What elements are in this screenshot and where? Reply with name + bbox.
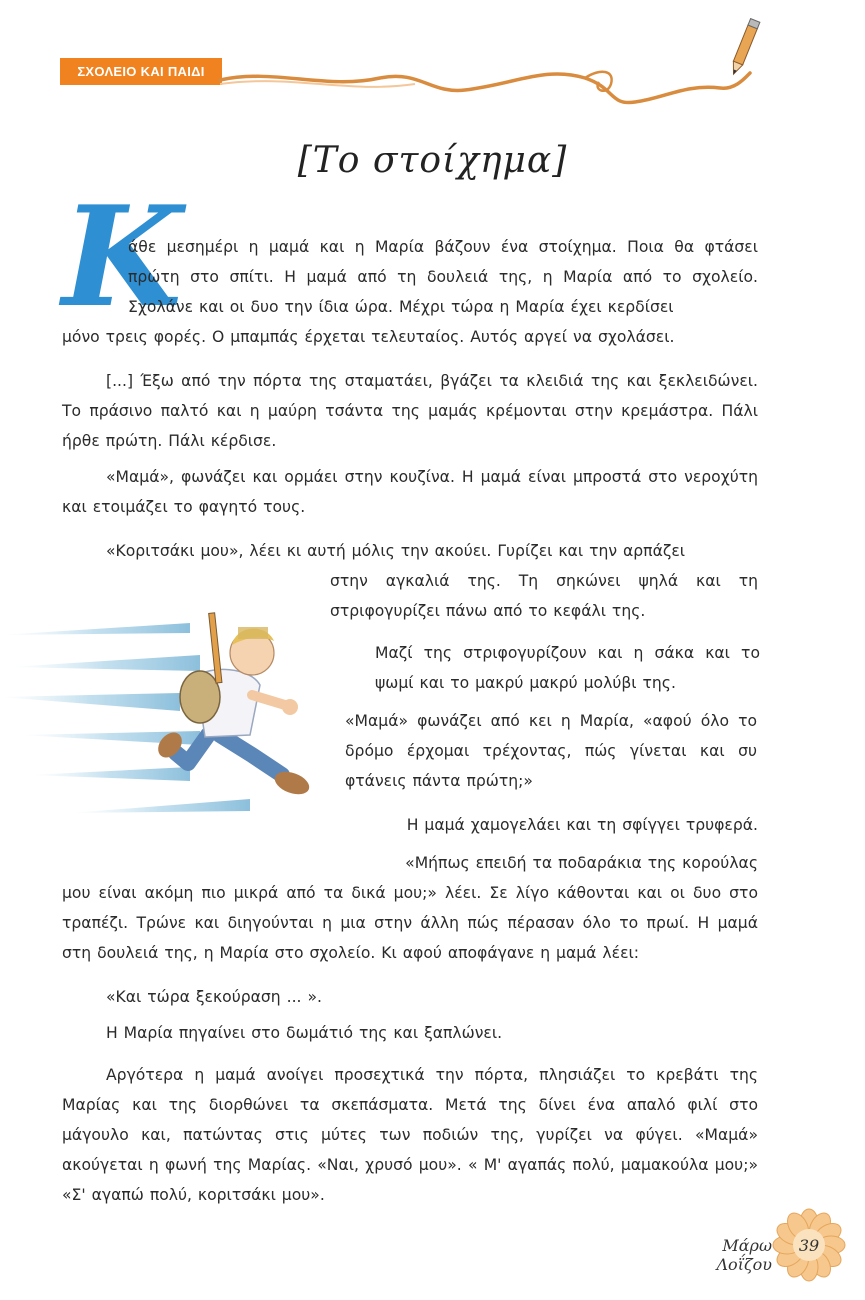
- paragraph-10: Η Μαρία πηγαίνει στο δωμάτιό της και ξαπλώνει.: [106, 1024, 503, 1042]
- paragraph-4-end: στην αγκαλιά της. Τη σηκώνει ψηλά και τη στριφογυρίζει πάνω από το κεφάλι της.: [330, 572, 758, 620]
- paragraph-3: «Μαμά», φωνάζει και ορμάει στην κουζίνα. Η μαμά είναι μπροστά στο νεροχύτη και ετοιμάζει το φαγητό τους.: [62, 468, 758, 516]
- page-number: 39: [798, 1235, 820, 1255]
- section-tag: ΣΧΟΛΕΙΟ ΚΑΙ ΠΑΙΔΙ: [60, 58, 222, 85]
- pencil-swirl-decoration: [215, 18, 780, 120]
- paragraph-6: «Μαμά» φωνάζει από κει η Μαρία, «αφού όλο το δρόμο έρχομαι τρέχοντας, πώς γίνεται και συ φτάνεις πάντα πρώτη;»: [345, 712, 757, 790]
- paragraph-1-start: άθε μεσημέρι η μαμά και η Μαρία βάζουν ένα στοίχημα. Ποια θα φτάσει πρώτη στο σπίτι. Η μαμά από τη δουλειά της, η Μαρία από το σχολείο. Σχολάνε και οι δυο την ίδια ώρα. Μέχρι τώρα η Μαρία έχει κερδίσει: [128, 238, 758, 316]
- paragraph-11: Αργότερα η μαμά ανοίγει προσεχτικά την πόρτα, πλησιάζει το κρεβάτι της Μαρίας και της διορθώνει τα σκεπάσματα. Μετά της δίνει ένα απαλό φιλί στο μάγουλο και, πατώντας στις μύτες των ποδιών της, γυρίζει να φύγει. «Μαμά» ακούγεται η φωνή της Μαρίας. «Ναι, χρυσό μου». « Μ' αγαπάς πολύ, μαμακούλα μου;» «Σ' αγαπώ πολύ, κοριτσάκι μου».: [62, 1066, 758, 1204]
- paragraph-2: [...] Έξω από την πόρτα της σταματάει, βγάζει τα κλειδιά της και ξεκλειδώνει. Το πράσινο παλτό και η μαύρη τσάντα της μαμάς κρέμονται στην κρεμάστρα. Πάλι ήρθε πρώτη. Πάλι κέρδισε.: [62, 372, 758, 450]
- paragraph-7: Η μαμά χαμογελάει και τη σφίγγει τρυφερά.: [406, 816, 758, 834]
- paragraph-8-end: μου είναι ακόμη πιο μικρά από τα δικά μου;» λέει. Σε λίγο κάθονται και οι δυο στο τραπέζι. Τρώνε και διηγούνται η μια στην άλλη πώς πέρασαν όλο το πρωί. Η μαμά στη δουλειά της, η Μαρία στο σχολείο. Κι αφού αποφάγανε η μαμά λέει:: [62, 884, 758, 962]
- pencil-icon: [729, 19, 760, 77]
- story-title: [Το στοίχημα]: [297, 140, 568, 181]
- running-girl-illustration: [0, 585, 328, 847]
- paragraph-5: Μαζί της στριφογυρίζουν και η σάκα και το ψωμί και το μακρύ μακρύ μολύβι της.: [375, 644, 760, 692]
- paragraph-8-start: «Μήπως επειδή τα ποδαράκια της κορούλας: [405, 854, 758, 872]
- paragraph-9: «Και τώρα ξεκούραση ... ».: [106, 988, 322, 1006]
- paragraph-4-start: «Κοριτσάκι μου», λέει κι αυτή μόλις την ακούει. Γυρίζει και την αρπάζει: [106, 542, 686, 560]
- drop-cap: Κ: [62, 175, 182, 338]
- paragraph-1-end: μόνο τρεις φορές. Ο μπαμπάς έρχεται τελευταίος. Αυτός αργεί να σχολάσει.: [62, 328, 675, 346]
- author-signature: Μάρω Λοΐζου: [716, 1236, 772, 1274]
